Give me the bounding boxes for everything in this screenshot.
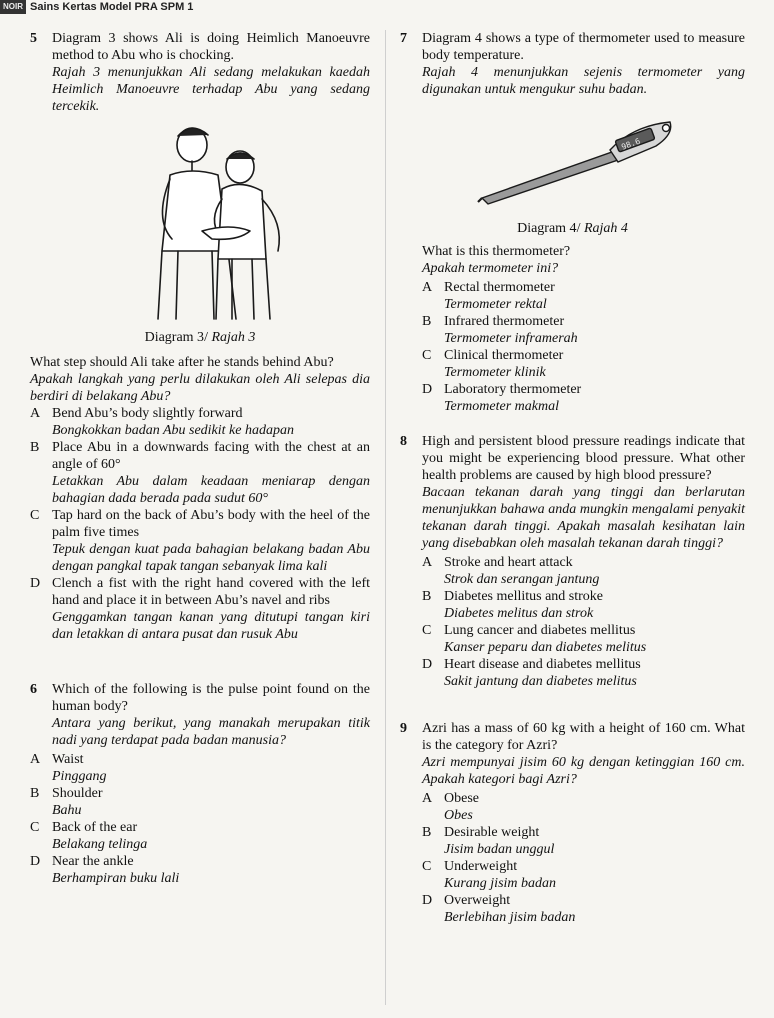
question-6	[30, 681, 370, 887]
column-divider	[385, 30, 386, 1005]
caption-ms: Rajah 3	[211, 330, 256, 345]
question-text-en: What is this thermometer?	[422, 244, 571, 259]
caption-en: Diagram 3	[144, 330, 205, 345]
caption-en: Diagram 4	[517, 221, 577, 236]
option-c[interactable]	[422, 858, 745, 892]
option-b[interactable]	[422, 313, 745, 347]
left-column	[30, 30, 370, 887]
option-en: Heart disease and diabetes mellitus	[444, 657, 641, 672]
thermometer-display: 98.6	[620, 136, 642, 152]
diagram-3-caption: Diagram 3/ Rajah 3	[144, 330, 256, 345]
option-a[interactable]	[422, 790, 745, 824]
question-5	[30, 30, 370, 643]
option-ms: Berhampiran buku lali	[52, 871, 180, 886]
question-text-ms: Apakah termometer ini?	[422, 261, 559, 276]
question-8	[400, 433, 745, 690]
option-letter: C	[422, 623, 432, 638]
option-en: Near the ankle	[52, 854, 134, 869]
question-stem-en: High and persistent blood pressure readings indicate that you might be experiencing blood pressure. What other health problems are caused by high blood pressure?	[422, 434, 745, 483]
right-column	[400, 30, 745, 926]
option-d[interactable]	[422, 892, 745, 926]
option-a[interactable]	[30, 405, 370, 439]
option-ms: Termometer rektal	[444, 297, 547, 312]
question-7	[400, 30, 745, 415]
diagram-3-figure	[52, 119, 370, 325]
option-d[interactable]	[30, 575, 370, 643]
option-a[interactable]	[422, 279, 745, 313]
question-number: 8	[400, 434, 407, 449]
question-number: 5	[30, 31, 37, 46]
option-c[interactable]	[422, 347, 745, 381]
option-letter: A	[422, 280, 433, 295]
option-en: Lung cancer and diabetes mellitus	[444, 623, 636, 638]
option-en: Overweight	[444, 893, 511, 908]
option-letter: D	[422, 382, 433, 397]
option-c[interactable]	[30, 819, 370, 853]
thermometer-illustration	[422, 104, 742, 216]
option-a[interactable]	[30, 751, 370, 785]
option-ms: Jisim badan unggul	[444, 842, 555, 857]
page-header	[0, 0, 774, 14]
option-en: Stroke and heart attack	[444, 555, 573, 570]
question-stem-en: Diagram 3 shows Ali is doing Heimlich Manoeuvre method to Abu who is chocking.	[52, 31, 370, 63]
option-c[interactable]	[422, 622, 745, 656]
option-en: Waist	[52, 752, 84, 767]
options	[30, 751, 370, 887]
question-stem-en: Which of the following is the pulse point found on the human body?	[52, 682, 370, 714]
option-letter: D	[422, 657, 433, 672]
option-ms: Pinggang	[52, 769, 107, 784]
options	[422, 554, 745, 690]
option-letter: B	[422, 314, 432, 329]
option-letter: B	[422, 825, 432, 840]
option-letter: C	[30, 508, 40, 523]
option-ms: Genggamkan tangan kanan yang ditutupi tangan kiri dan letakkan di antara pusat dan rusuk Abu	[52, 610, 370, 642]
option-d[interactable]	[30, 853, 370, 887]
option-ms: Letakkan Abu dalam keadaan meniarap dengan bahagian dada berada pada sudut 60°	[52, 474, 370, 506]
option-letter: B	[422, 589, 432, 604]
option-b[interactable]	[30, 439, 370, 507]
option-ms: Bahu	[52, 803, 82, 818]
option-en: Underweight	[444, 859, 518, 874]
option-letter: C	[422, 859, 432, 874]
option-letter: C	[422, 348, 432, 363]
option-en: Tap hard on the back of Abu’s body with the heel of the palm five times	[52, 508, 370, 540]
option-en: Diabetes mellitus and stroke	[444, 589, 604, 604]
option-en: Clench a fist with the right hand covered with the left hand and place it in between Abu’s navel and ribs	[52, 576, 370, 608]
option-a[interactable]	[422, 554, 745, 588]
question-stem-ms: Bacaan tekanan darah yang tinggi dan berlarutan menunjukkan bahawa anda mungkin mengalami penyakit tekanan darah tinggi. Apakah masalah kesihatan lain yang disebabkan oleh masalah tekanan darah tinggi?	[422, 485, 745, 551]
option-ms: Strok dan serangan jantung	[444, 572, 600, 587]
paper-title: Sains Kertas Model PRA SPM 1	[30, 1, 194, 13]
question-stem-ms: Rajah 4 menunjukkan sejenis termometer yang digunakan untuk mengukur suhu badan.	[422, 65, 745, 97]
options	[30, 405, 370, 643]
option-letter: A	[30, 752, 41, 767]
option-ms: Bongkokkan badan Abu sedikit ke hadapan	[52, 423, 294, 438]
option-ms: Obes	[444, 808, 473, 823]
question-stem-ms: Azri mempunyai jisim 60 kg dengan ketinggian 160 cm. Apakah kategori bagi Azri?	[422, 755, 745, 787]
option-ms: Diabetes melitus dan strok	[444, 606, 594, 621]
option-d[interactable]	[422, 656, 745, 690]
question-stem-ms: Rajah 3 menunjukkan Ali sedang melakukan kaedah Heimlich Manoeuvre terhadap Abu yang sedang tercekik.	[52, 65, 370, 114]
option-en: Clinical thermometer	[444, 348, 564, 363]
question-9	[400, 720, 745, 926]
option-ms: Termometer klinik	[444, 365, 546, 380]
option-letter: B	[30, 440, 40, 455]
question-text-en: What step should Ali take after he stands behind Abu?	[30, 355, 334, 370]
heimlich-illustration	[52, 119, 370, 325]
option-en: Rectal thermometer	[444, 280, 555, 295]
option-letter: C	[30, 820, 40, 835]
options	[422, 790, 745, 926]
caption-ms: Rajah 4	[583, 221, 628, 236]
option-d[interactable]	[422, 381, 745, 415]
option-letter: A	[30, 406, 41, 421]
option-en: Place Abu in a downwards facing with the chest at an angle of 60°	[52, 440, 370, 472]
option-ms: Kurang jisim badan	[444, 876, 557, 891]
diagram-4-figure	[422, 104, 745, 216]
option-en: Shoulder	[52, 786, 103, 801]
option-en: Bend Abu’s body slightly forward	[52, 406, 243, 421]
option-ms: Belakang telinga	[52, 837, 148, 852]
question-stem-en: Azri has a mass of 60 kg with a height of 160 cm. What is the category for Azri?	[422, 721, 745, 753]
option-en: Back of the ear	[52, 820, 138, 835]
question-stem-en: Diagram 4 shows a type of thermometer used to measure body temperature.	[422, 31, 745, 63]
options	[422, 279, 745, 415]
option-b[interactable]	[422, 588, 745, 622]
option-letter: D	[30, 576, 41, 591]
option-letter: D	[422, 893, 433, 908]
option-en: Laboratory thermometer	[444, 382, 582, 397]
option-ms: Termometer makmal	[444, 399, 559, 414]
question-text-ms: Apakah langkah yang perlu dilakukan oleh Ali selepas dia berdiri di belakang Abu?	[30, 372, 370, 404]
option-letter: A	[422, 791, 433, 806]
option-en: Desirable weight	[444, 825, 540, 840]
question-number: 7	[400, 31, 407, 46]
question-number: 6	[30, 682, 37, 697]
option-ms: Termometer inframerah	[444, 331, 578, 346]
question-number: 9	[400, 721, 407, 736]
diagram-4-caption: Diagram 4/ Rajah 4	[517, 221, 628, 236]
option-en: Infrared thermometer	[444, 314, 565, 329]
option-ms: Kanser peparu dan diabetes melitus	[444, 640, 647, 655]
option-b[interactable]	[422, 824, 745, 858]
option-en: Obese	[444, 791, 479, 806]
option-b[interactable]	[30, 785, 370, 819]
option-letter: B	[30, 786, 40, 801]
option-c[interactable]	[30, 507, 370, 575]
publisher-badge: NOIR	[0, 0, 26, 14]
option-letter: A	[422, 555, 433, 570]
option-letter: D	[30, 854, 41, 869]
option-ms: Sakit jantung dan diabetes melitus	[444, 674, 637, 689]
option-ms: Berlebihan jisim badan	[444, 910, 576, 925]
question-stem-ms: Antara yang berikut, yang manakah merupakan titik nadi yang terdapat pada badan manusia?	[52, 716, 370, 748]
option-ms: Tepuk dengan kuat pada bahagian belakang badan Abu dengan pangkal tapak tangan sebanyak lima kali	[52, 542, 370, 574]
